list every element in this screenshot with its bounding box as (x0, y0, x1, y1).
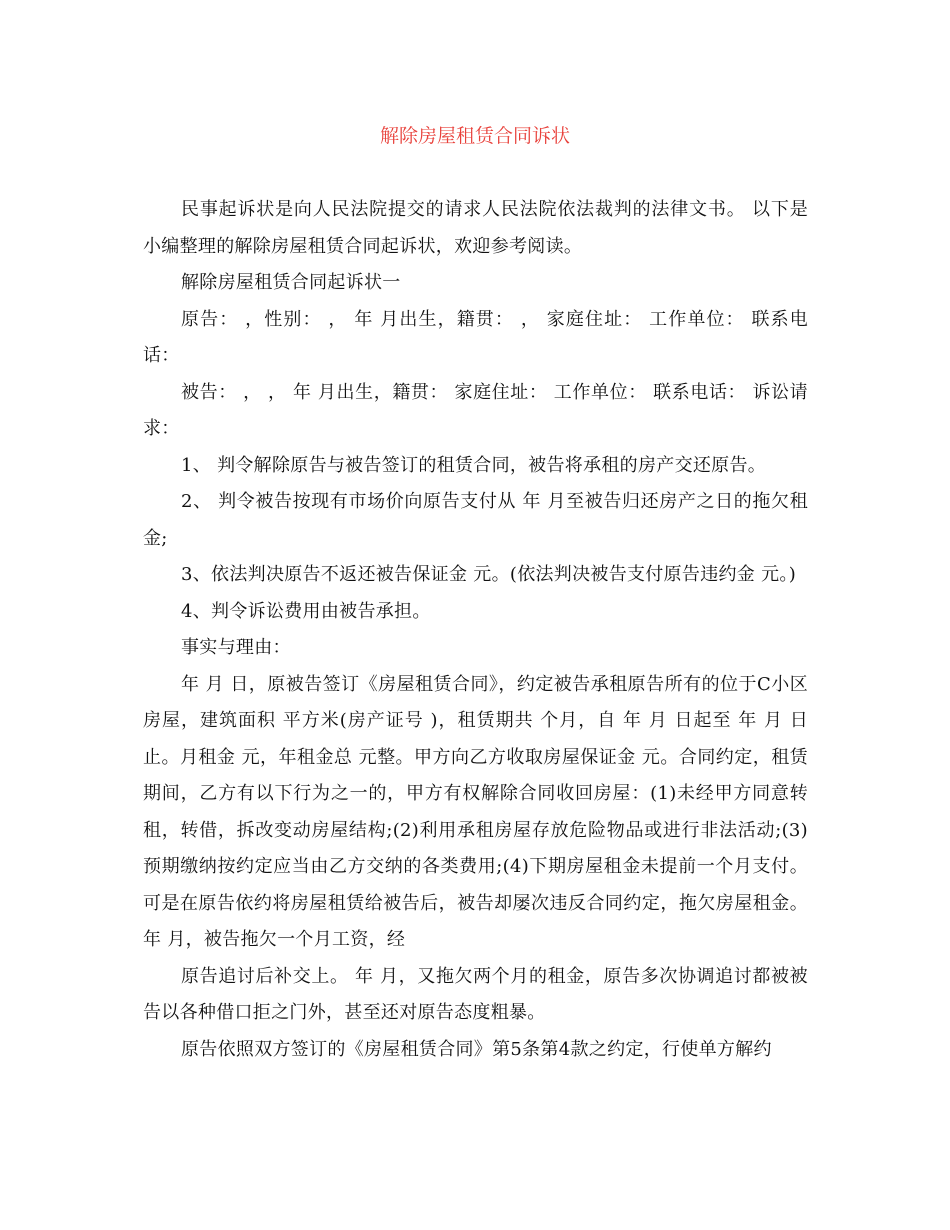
claim-item-4: 4、判令诉讼费用由被告承担。 (181, 600, 431, 622)
facts-heading: 事实与理由： (181, 637, 291, 658)
claim-item-2: 2、 判令被告按现有市场价向原告支付从 年 月至被告归还房产之日的拖欠租金; (143, 491, 808, 549)
facts-paragraph-1: 年 月 日，原被告签订《房屋租赁合同》，约定被告承租原告所有的位于C小区 房屋，建筑面积 平方米(房产证号 )，租赁期共 个月，自 年 月 日起至 年 月 日止。月租金 元，年租金总 元整。甲方向乙方收取房屋保证金 元。合同约定，租赁期间，乙方有以下行为之一的，甲方有权解除合同收回房屋：(1)未经甲方同意转租，转借，拆改变动房屋结构;(2)利用承租房屋存放危险物品或进行非法活动;(3)预期缴纳按约定应当由乙方交纳的各类费用;(4)下期房屋租金未提前一个月支付。可是在原告依约将房屋租赁给被告后，被告却屡次违反合同约定，拖欠房屋租金。 年 月，被告拖欠一个月工资，经 (143, 673, 808, 950)
defendant-info: 被告： ， ， 年 月出生，籍贯： 家庭住址： 工作单位： 联系电话： 诉讼请求： (143, 381, 808, 439)
claim-item-1: 1、 判令解除原告与被告签订的租赁合同，被告将承租的房产交还原告。 (181, 454, 767, 476)
document-body (143, 192, 808, 1068)
claim-item-3: 3、依法判决原告不返还被告保证金 元。(依法判决被告支付原告违约金 元。) (181, 564, 797, 585)
plaintiff-info: 原告： ，性别： ， 年 月出生，籍贯： ， 家庭住址： 工作单位： 联系电话： (143, 308, 808, 366)
document-title: 解除房屋租赁合同诉状 (379, 125, 570, 147)
facts-paragraph-3: 原告依照双方签订的《房屋租赁合同》第5条第4款之约定，行使单方解约 (181, 1038, 772, 1060)
intro-paragraph: 民事起诉状是向人民法院提交的请求人民法院依法裁判的法律文书。 以下是小编整理的解除房屋租赁合同起诉状，欢迎参考阅读。 (143, 199, 808, 257)
facts-paragraph-2: 原告追讨后补交上。 年 月，又拖欠两个月的租金，原告多次协调追讨都被被告以各种借口拒之门外，甚至还对原告态度粗暴。 (143, 965, 808, 1023)
section-heading: 解除房屋租赁合同起诉状一 (181, 272, 401, 293)
